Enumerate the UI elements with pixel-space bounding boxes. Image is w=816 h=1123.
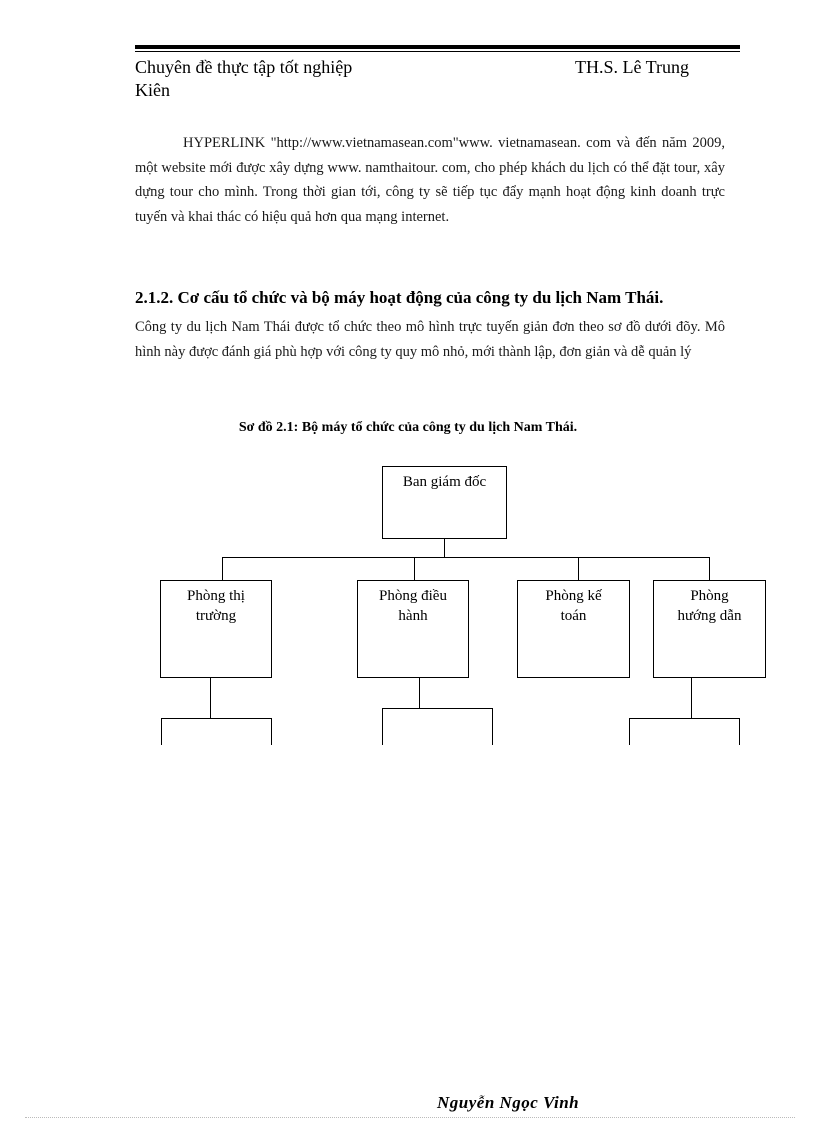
body-paragraph-2: Công ty du lịch Nam Thái được tổ chức theo mô hình trực tuyến giản đơn theo sơ đồ dưới đõy. Mô hình này được đánh giá phù hợp với công ty quy mô nhỏ, mới thành lập, đơn giản và dễ quản lý bbox=[135, 319, 725, 360]
org-box-market-line1: Phòng thị bbox=[187, 588, 245, 604]
org-box-market-line2: trường bbox=[195, 608, 237, 624]
diagram-caption: Sơ đồ 2.1: Bộ máy tổ chức của công ty du lịch Nam Thái. bbox=[238, 420, 578, 435]
org-box-market bbox=[160, 580, 272, 678]
sub-leg-4b bbox=[739, 718, 740, 745]
section-heading: 2.1.2. Cơ cấu tổ chức và bộ máy hoạt động của công ty du lịch Nam Thái. bbox=[135, 288, 664, 307]
connector-drop-3 bbox=[578, 557, 579, 580]
connector-drop-1 bbox=[222, 557, 223, 580]
org-box-accounting-line1: Phòng kế bbox=[545, 588, 602, 604]
sub-connector-1 bbox=[210, 678, 211, 718]
sub-leg-1a bbox=[161, 718, 162, 745]
connector-horizontal bbox=[222, 557, 709, 558]
footer-author: Nguyễn Ngọc Vinh bbox=[437, 1093, 580, 1112]
sub-connector-2 bbox=[419, 678, 420, 708]
org-box-operations-line1: Phòng điều bbox=[379, 588, 447, 604]
sub-bar-1 bbox=[161, 718, 272, 719]
org-box-operations-line2: hành bbox=[398, 608, 428, 624]
org-box-root-label: Ban giám đốc bbox=[402, 474, 487, 490]
header-title: Chuyên đề thực tập tốt nghiệp bbox=[135, 57, 353, 77]
connector-drop-4 bbox=[709, 557, 710, 580]
sub-bar-4 bbox=[629, 718, 740, 719]
org-box-guides bbox=[653, 580, 766, 678]
org-box-accounting bbox=[517, 580, 630, 678]
sub-leg-2a bbox=[382, 708, 383, 745]
header-supervisor-cont: Kiên bbox=[135, 80, 170, 100]
connector-root-down bbox=[444, 539, 445, 557]
header-rule-thin bbox=[135, 51, 740, 52]
sub-bar-2 bbox=[382, 708, 493, 709]
header-rule-thick bbox=[135, 45, 740, 49]
sub-leg-2b bbox=[492, 708, 493, 745]
footer-rule bbox=[25, 1117, 795, 1118]
org-box-guides-line1: Phòng bbox=[690, 588, 729, 604]
sub-connector-4 bbox=[691, 678, 692, 718]
connector-drop-2 bbox=[414, 557, 415, 580]
header-supervisor: TH.S. Lê Trung bbox=[575, 57, 690, 77]
org-box-accounting-line2: toán bbox=[560, 608, 587, 624]
org-box-root bbox=[382, 466, 507, 539]
org-box-operations bbox=[357, 580, 469, 678]
sub-leg-4a bbox=[629, 718, 630, 745]
body-paragraph-1: HYPERLINK "http://www.vietnamasean.com"www. vietnamasean. com và đến năm 2009, một website mới được xây dựng www. namthaitour. com, cho phép khách du lịch có thể đặt tour, xây dựng tour cho mình. Trong thời gian tới, công ty sẽ tiếp tục đẩy mạnh hoạt động kinh doanh trực tuyến và khai thác có hiệu quả hơn qua mạng internet. bbox=[135, 135, 725, 225]
org-box-guides-line2: hướng dẫn bbox=[677, 608, 742, 624]
sub-leg-1b bbox=[271, 718, 272, 745]
